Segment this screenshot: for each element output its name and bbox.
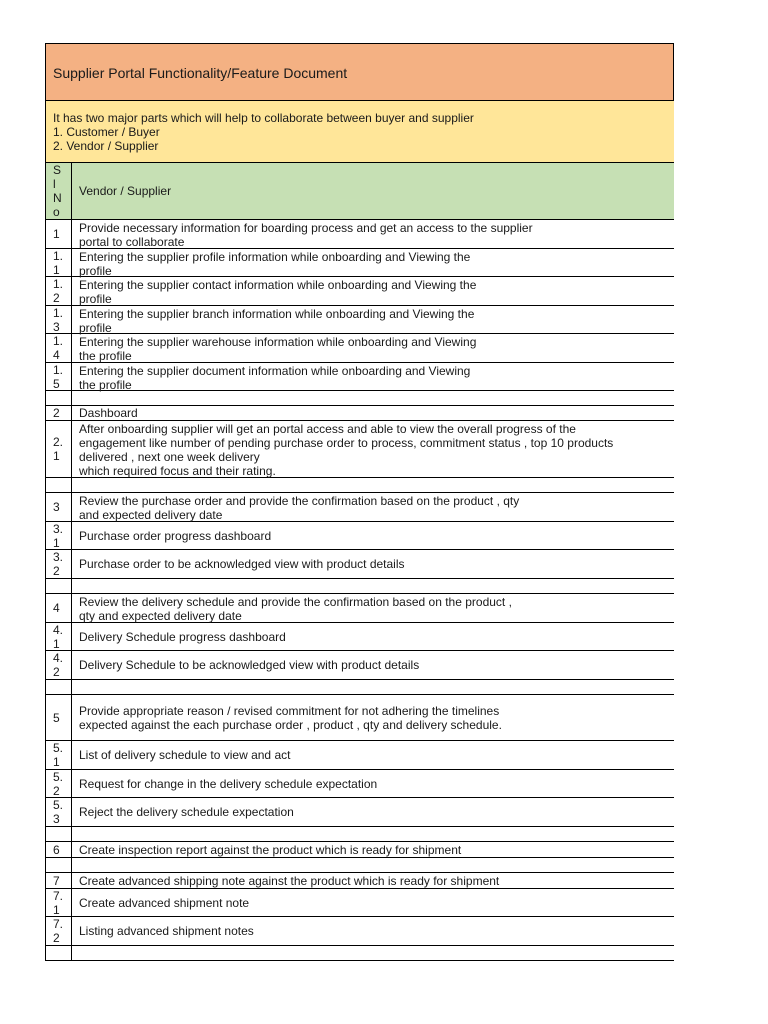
sno-cell[interactable] — [46, 946, 72, 960]
description-cell[interactable]: List of delivery schedule to view and act — [79, 748, 291, 762]
intro-text — [53, 111, 474, 153]
table-row — [45, 306, 674, 334]
intro-cell[interactable] — [45, 101, 674, 163]
description-cell[interactable]: Entering the supplier profile information while onboarding and Viewing the profile — [79, 250, 471, 278]
table-row — [45, 277, 674, 306]
description-cell[interactable]: Reject the delivery schedule expectation — [79, 805, 294, 819]
sno-cell[interactable]: 4. 1 — [46, 623, 72, 650]
description-cell[interactable]: Delivery Schedule progress dashboard — [79, 629, 286, 644]
table-row — [45, 741, 674, 770]
table-row — [45, 522, 674, 550]
sno-cell[interactable]: 1. 2 — [46, 277, 72, 305]
sno-cell[interactable]: 5. 1 — [46, 741, 72, 769]
table-row — [45, 873, 674, 889]
table-row — [45, 363, 674, 391]
description-cell[interactable]: Dashboard — [79, 406, 138, 420]
description-cell[interactable]: Create inspection report against the product which is ready for shipment — [79, 842, 462, 857]
sno-cell[interactable]: 1 — [46, 220, 72, 248]
document-title: Supplier Portal Functionality/Feature Document — [53, 65, 348, 81]
description-cell[interactable] — [72, 680, 674, 694]
description-cell[interactable]: Entering the supplier contact information while onboarding and Viewing the profile — [79, 278, 477, 306]
table-row — [45, 406, 674, 421]
table-row — [45, 493, 674, 522]
description-cell[interactable] — [72, 858, 674, 872]
table-row — [45, 421, 674, 478]
description-cell[interactable]: Create advanced shipping note against the product which is ready for shipment — [79, 873, 500, 888]
table-row — [45, 334, 674, 363]
description-cell[interactable]: Provide appropriate reason / revised commitment for not adhering the timelines expected against the each purchase order , product , qty and delivery schedule. — [79, 703, 502, 732]
table-row — [45, 594, 674, 623]
sno-cell[interactable]: 1. 5 — [46, 363, 72, 390]
description-cell[interactable]: Review the delivery schedule and provide the confirmation based on the product , qty and expected delivery date — [79, 595, 512, 623]
table-row — [45, 220, 674, 249]
description-cell[interactable]: Entering the supplier warehouse information while onboarding and Viewing the profile — [79, 335, 477, 363]
table-row — [45, 391, 674, 406]
sno-cell[interactable]: 3 — [46, 493, 72, 521]
sno-cell[interactable] — [46, 478, 72, 492]
sno-header-cell[interactable]: S l N o — [46, 163, 72, 219]
table-row — [45, 249, 674, 277]
table-row — [45, 623, 674, 651]
sno-cell[interactable]: 3. 2 — [46, 550, 72, 578]
sno-cell[interactable]: 1. 4 — [46, 334, 72, 362]
table-row — [45, 478, 674, 493]
sno-cell[interactable] — [46, 680, 72, 694]
table-row — [45, 842, 674, 858]
table-row — [45, 827, 674, 842]
description-cell[interactable]: Entering the supplier branch information while onboarding and Viewing the profile — [79, 307, 475, 335]
description-cell[interactable]: Provide necessary information for boarding process and get an access to the supplier portal to collaborate — [79, 221, 533, 249]
intro-line: It has two major parts which will help to collaborate between buyer and supplier — [53, 111, 474, 125]
sno-cell[interactable]: 1. 3 — [46, 306, 72, 333]
description-cell[interactable]: Review the purchase order and provide the confirmation based on the product , qty and expected delivery date — [79, 494, 520, 522]
sno-cell[interactable]: 2. 1 — [46, 421, 72, 477]
description-cell[interactable] — [72, 827, 674, 841]
table-row — [45, 651, 674, 680]
intro-line: 1. Customer / Buyer — [53, 125, 160, 139]
table-body — [45, 220, 674, 961]
description-cell[interactable] — [72, 946, 674, 960]
sno-cell[interactable]: 1. 1 — [46, 249, 72, 276]
description-cell[interactable]: Listing advanced shipment notes — [79, 924, 254, 938]
table-header-row — [45, 163, 674, 220]
title-cell[interactable] — [45, 43, 674, 101]
description-cell[interactable]: Entering the supplier document information while onboarding and Viewing the profile — [79, 364, 471, 392]
table-row — [45, 680, 674, 695]
table-row — [45, 550, 674, 579]
table-row — [45, 695, 674, 741]
sno-cell[interactable] — [46, 391, 72, 405]
description-cell[interactable]: Purchase order progress dashboard — [79, 528, 272, 543]
spreadsheet — [45, 43, 674, 961]
description-cell[interactable]: Purchase order to be acknowledged view with product details — [79, 557, 405, 571]
sno-cell[interactable]: 5 — [46, 695, 72, 740]
description-cell[interactable] — [72, 579, 674, 593]
sno-cell[interactable]: 4. 2 — [46, 651, 72, 679]
description-cell[interactable]: Delivery Schedule to be acknowledged view with product details — [79, 658, 420, 672]
description-cell[interactable]: Request for change in the delivery schedule expectation — [79, 776, 378, 791]
sno-cell[interactable]: 7. 1 — [46, 889, 72, 916]
table-row — [45, 579, 674, 594]
sno-cell[interactable]: 6 — [46, 842, 72, 857]
sno-cell[interactable]: 3. 1 — [46, 522, 72, 549]
table-row — [45, 917, 674, 946]
table-row — [45, 798, 674, 827]
description-cell[interactable]: Create advanced shipment note — [79, 895, 250, 910]
description-cell[interactable]: After onboarding supplier will get an portal access and able to view the overall progress of the engagement like number of pending purchase order to process, commitment status , top 10 products delivered , next one week delivery which required focus and their rating. — [79, 422, 614, 478]
description-cell[interactable] — [72, 478, 674, 492]
sno-cell[interactable]: 7 — [46, 873, 72, 888]
description-cell[interactable] — [72, 391, 674, 405]
sno-cell[interactable] — [46, 827, 72, 841]
sno-cell[interactable]: 2 — [46, 406, 72, 420]
sno-cell[interactable]: 5. 2 — [46, 770, 72, 797]
table-row — [45, 946, 674, 961]
sno-cell[interactable] — [46, 858, 72, 872]
table-row — [45, 858, 674, 873]
sno-cell[interactable]: 5. 3 — [46, 798, 72, 826]
sno-cell[interactable]: 4 — [46, 594, 72, 622]
table-row — [45, 889, 674, 917]
sno-cell[interactable] — [46, 579, 72, 593]
vendor-header-cell[interactable]: Vendor / Supplier — [79, 184, 172, 198]
sno-cell[interactable]: 7. 2 — [46, 917, 72, 945]
intro-line: 2. Vendor / Supplier — [53, 139, 159, 153]
table-row — [45, 770, 674, 798]
